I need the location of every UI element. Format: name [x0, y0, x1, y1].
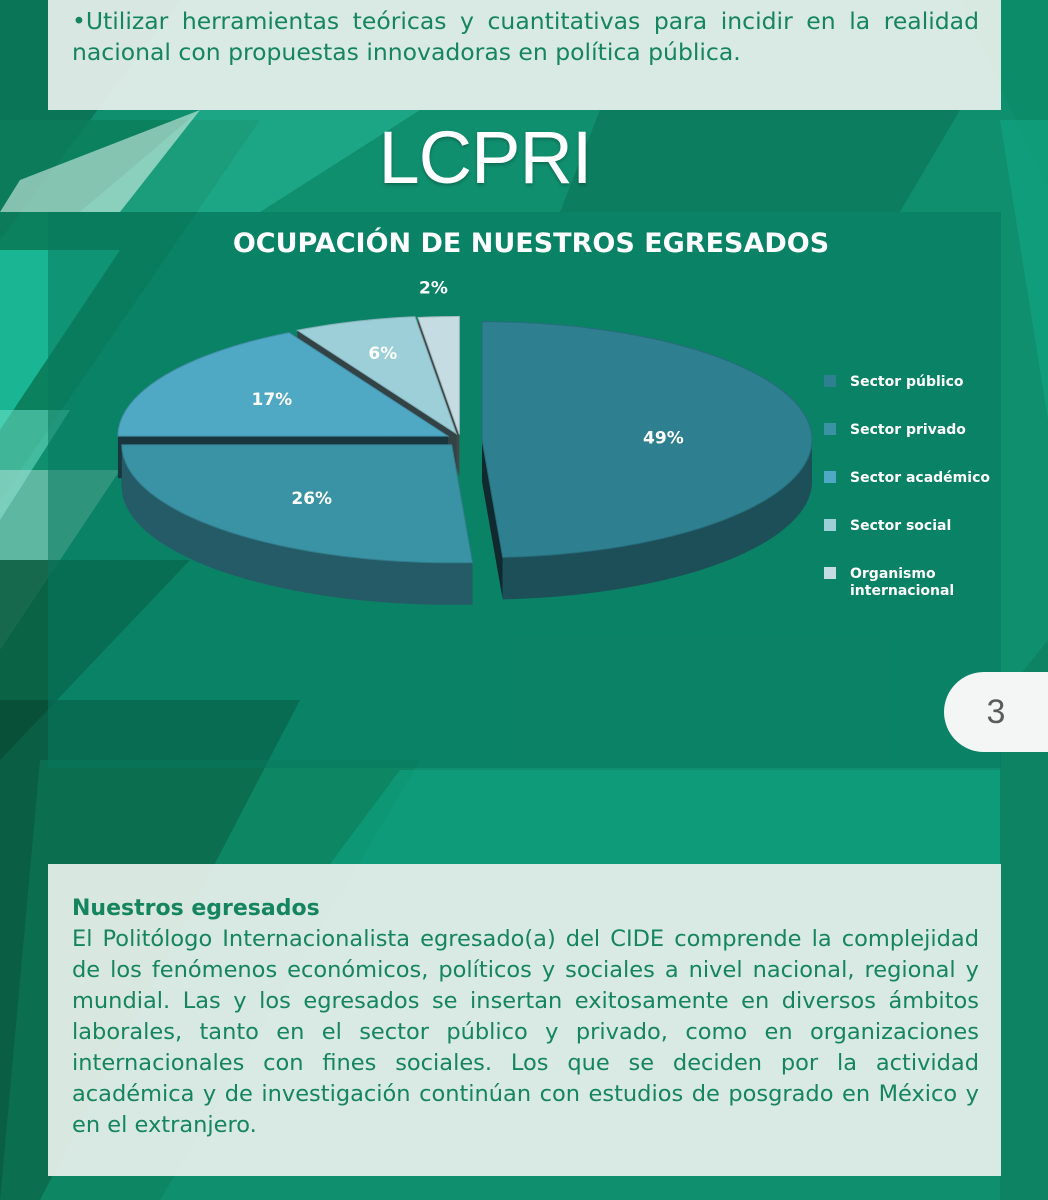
- legend-label-sector-privado: Sector privado: [850, 422, 966, 438]
- pie-chart: [48, 212, 1001, 768]
- chart-title: OCUPACIÓN DE NUESTROS EGRESADOS: [232, 228, 830, 259]
- legend-label-sector-academico: Sector académico: [850, 470, 990, 486]
- legend-label-organismo-internacional: Organismo internacional: [850, 566, 955, 599]
- legend: [824, 374, 990, 599]
- graduates-heading: Nuestros egresados: [72, 896, 320, 921]
- graduates-body: El Politólogo Internacionalista egresado(a) del CIDE comprende la complejidad de los fenómenos económicos, políticos y sociales a nivel nacional, regional y mundial. Las y los egresados se insertan exitosamente en diversos ámbitos laborales, tanto en el sector público y privado, como en organizaciones internacionales con fines sociales. Los que se deciden por la actividad académica y de investigación continúan con estudios de posgrado en México y en el extranjero.: [72, 926, 979, 1138]
- program-title: LCPRI: [378, 116, 592, 199]
- value-label-sector-privado: 26%: [291, 489, 333, 510]
- value-label-sector-publico: 49%: [643, 428, 684, 449]
- legend-swatch-sector-social: [824, 519, 836, 531]
- value-label-sector-academico: 17%: [251, 389, 293, 410]
- chart-panel: [48, 212, 1001, 768]
- value-label-sector-social: 6%: [368, 343, 398, 364]
- legend-swatch-sector-publico: [824, 375, 836, 387]
- legend-swatch-sector-privado: [824, 423, 836, 435]
- legend-swatch-organismo-internacional: [824, 567, 836, 579]
- legend-swatch-sector-academico: [824, 471, 836, 483]
- page-number-badge: 3: [944, 672, 1048, 752]
- objective-text: •Utilizar herramientas teóricas y cuantitativas para incidir en la realidad nacional con propuestas innovadoras en política pública.: [72, 7, 979, 66]
- graduates-panel: [48, 864, 1001, 1176]
- objective-panel: [48, 0, 1001, 110]
- value-label-organismo-internacional: 2%: [419, 278, 448, 299]
- legend-label-sector-social: Sector social: [850, 518, 952, 534]
- legend-label-sector-publico: Sector público: [850, 374, 964, 390]
